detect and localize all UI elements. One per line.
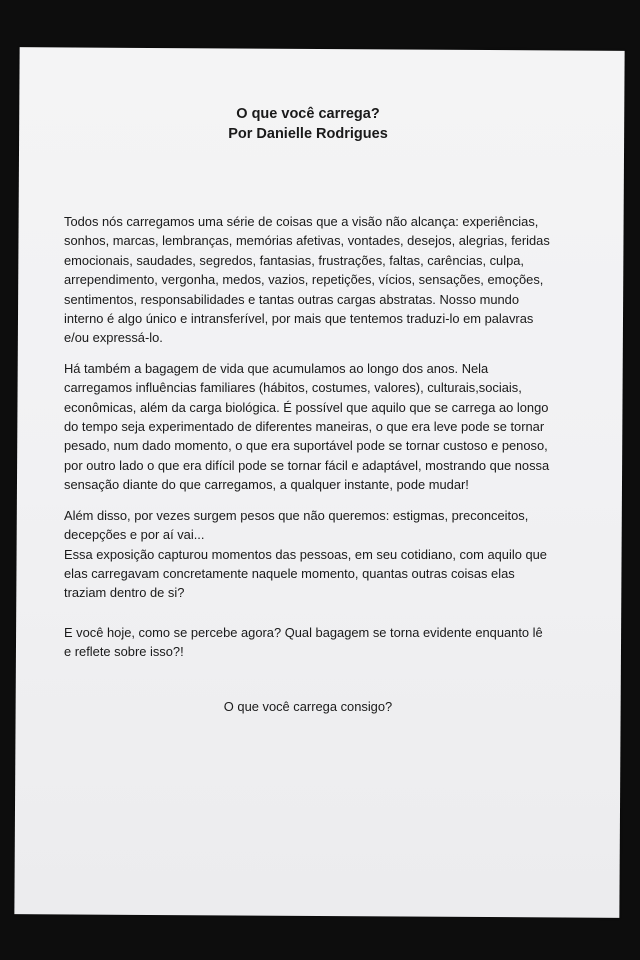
author-line: Por Danielle Rodrigues [228, 126, 388, 142]
paragraph-exhibition: Essa exposição capturou momentos das pessoas, em seu cotidiano, com aquilo que elas carregavam concretamente naquele momento, quantas outras coisas elas traziam dentro de si? [64, 546, 547, 601]
closing-question: O que você carrega consigo? [223, 698, 393, 714]
title-block [64, 104, 552, 144]
paragraph-unwanted-weights: Além disso, por vezes surgem pesos que não queremos: estigmas, preconceitos, decepções e por aí vai... [64, 507, 529, 543]
paragraph-intro: Todos nós carregamos uma série de coisas que a visão não alcança: experiências, sonhos, marcas, lembranças, memórias afetivas, vontades, desejos, alegrias, feridas emocionais, saudades, segredos, fantasias, frustrações, faltas, carências, culpa, arrependimento, vergonha, medos, vazios, repetições, vícios, sensações, emoções, sentimentos, responsabilidades e tantas outras cargas abstratas. Nosso mundo interno é algo único e intransferível, por mais que tentemos traduzi-lo em palavras e/ou expressá-lo. [64, 214, 550, 346]
document-title: O que você carrega? [236, 106, 380, 122]
document-content [64, 104, 552, 716]
paragraph-life-baggage: Há também a bagagem de vida que acumulamos ao longo dos anos. Nela carregamos influências familiares (hábitos, costumes, valores), culturais,sociais, econômicas, além da carga biológica. É possível que aquilo que se carrega ao longo do tempo seja experimentado de diferentes maneiras, o que era leve pode se tornar pesado, num dado momento, o que era suportável pode se tornar custoso e penoso, por outro lado o que era difícil pode se tornar fácil e adaptável, mostrando que nossa sensação diante do que carregamos, a qualquer instante, pode mudar! [64, 360, 550, 493]
paragraph-question: E você hoje, como se percebe agora? Qual bagagem se torna evidente enquanto lê e reflete sobre isso?! [64, 624, 543, 660]
body-text [64, 212, 552, 662]
